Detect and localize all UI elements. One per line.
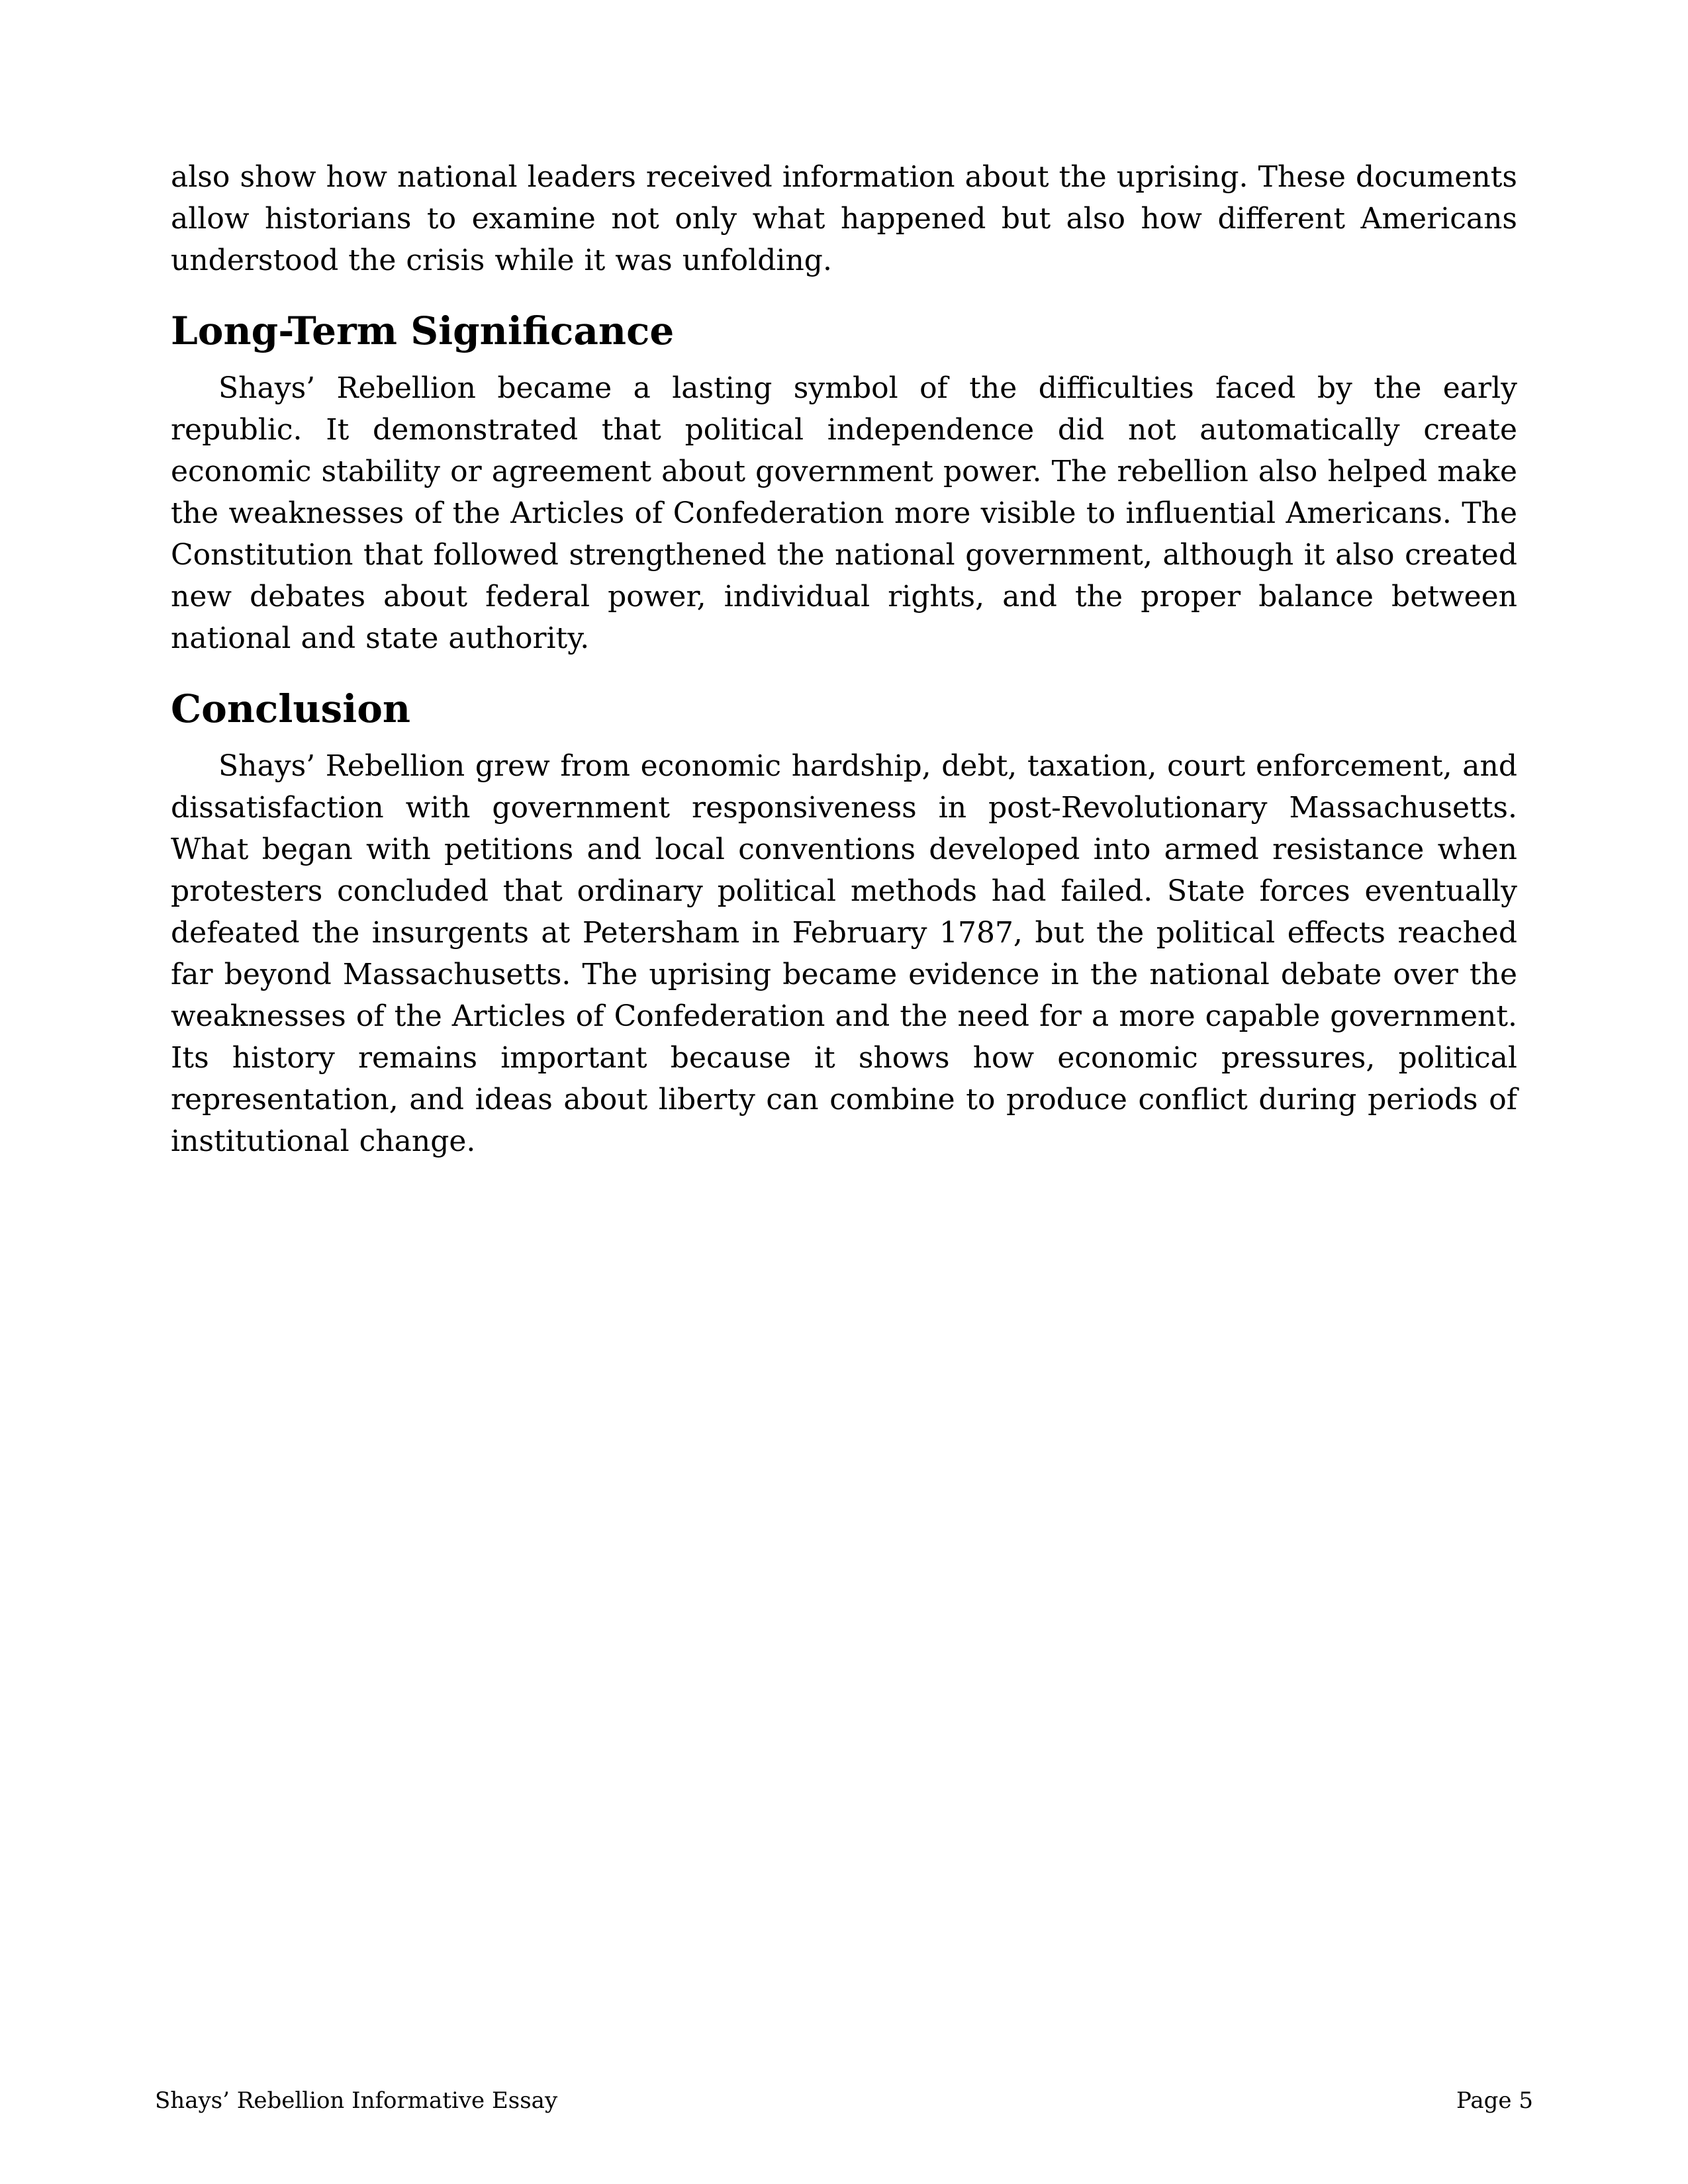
section-paragraph-long-term-significance: Shays’ Rebellion became a lasting symbol of the difficulties faced by the early republic. It demonstrated that political independence did not automatically create economic stability or agreement about government power. The rebellion also helped make the weaknesses of the Articles of Confederation more visible to influential Americans. The Constitution that followed strengthened the national government, although it also created new debates about federal power, individual rights, and the proper balance between national and state authority. — [171, 371, 1517, 655]
section-heading-long-term-significance: Long-Term Significance — [171, 308, 675, 353]
section-paragraph-conclusion: Shays’ Rebellion grew from economic hardship, debt, taxation, court enforcement, and dissatisfaction with government responsiveness in post-Revolutionary Massachusetts. What began with petitions and local conventions developed into armed resistance when protesters concluded that ordinary political methods had failed. State forces eventually defeated the insurgents at Petersham in February 1787, but the political effects reached far beyond Massachusetts. The uprising became evidence in the national debate over the weaknesses of the Articles of Confederation and the need for a more capable government. Its history remains important because it shows how economic pressures, political representation, and ideas about liberty can combine to produce conflict during periods of institutional change. — [171, 749, 1517, 1158]
footer-document-title: Shays’ Rebellion Informative Essay — [155, 2087, 558, 2114]
page-footer — [155, 2087, 1533, 2114]
page-body — [171, 156, 1517, 1162]
section-heading-conclusion: Conclusion — [171, 686, 411, 731]
continuation-paragraph: also show how national leaders received information about the uprising. These documents allow historians to examine not only what happened but also how different Americans understood the crisis while it was unfolding. — [171, 160, 1517, 277]
footer-page-number: Page 5 — [1456, 2087, 1533, 2114]
